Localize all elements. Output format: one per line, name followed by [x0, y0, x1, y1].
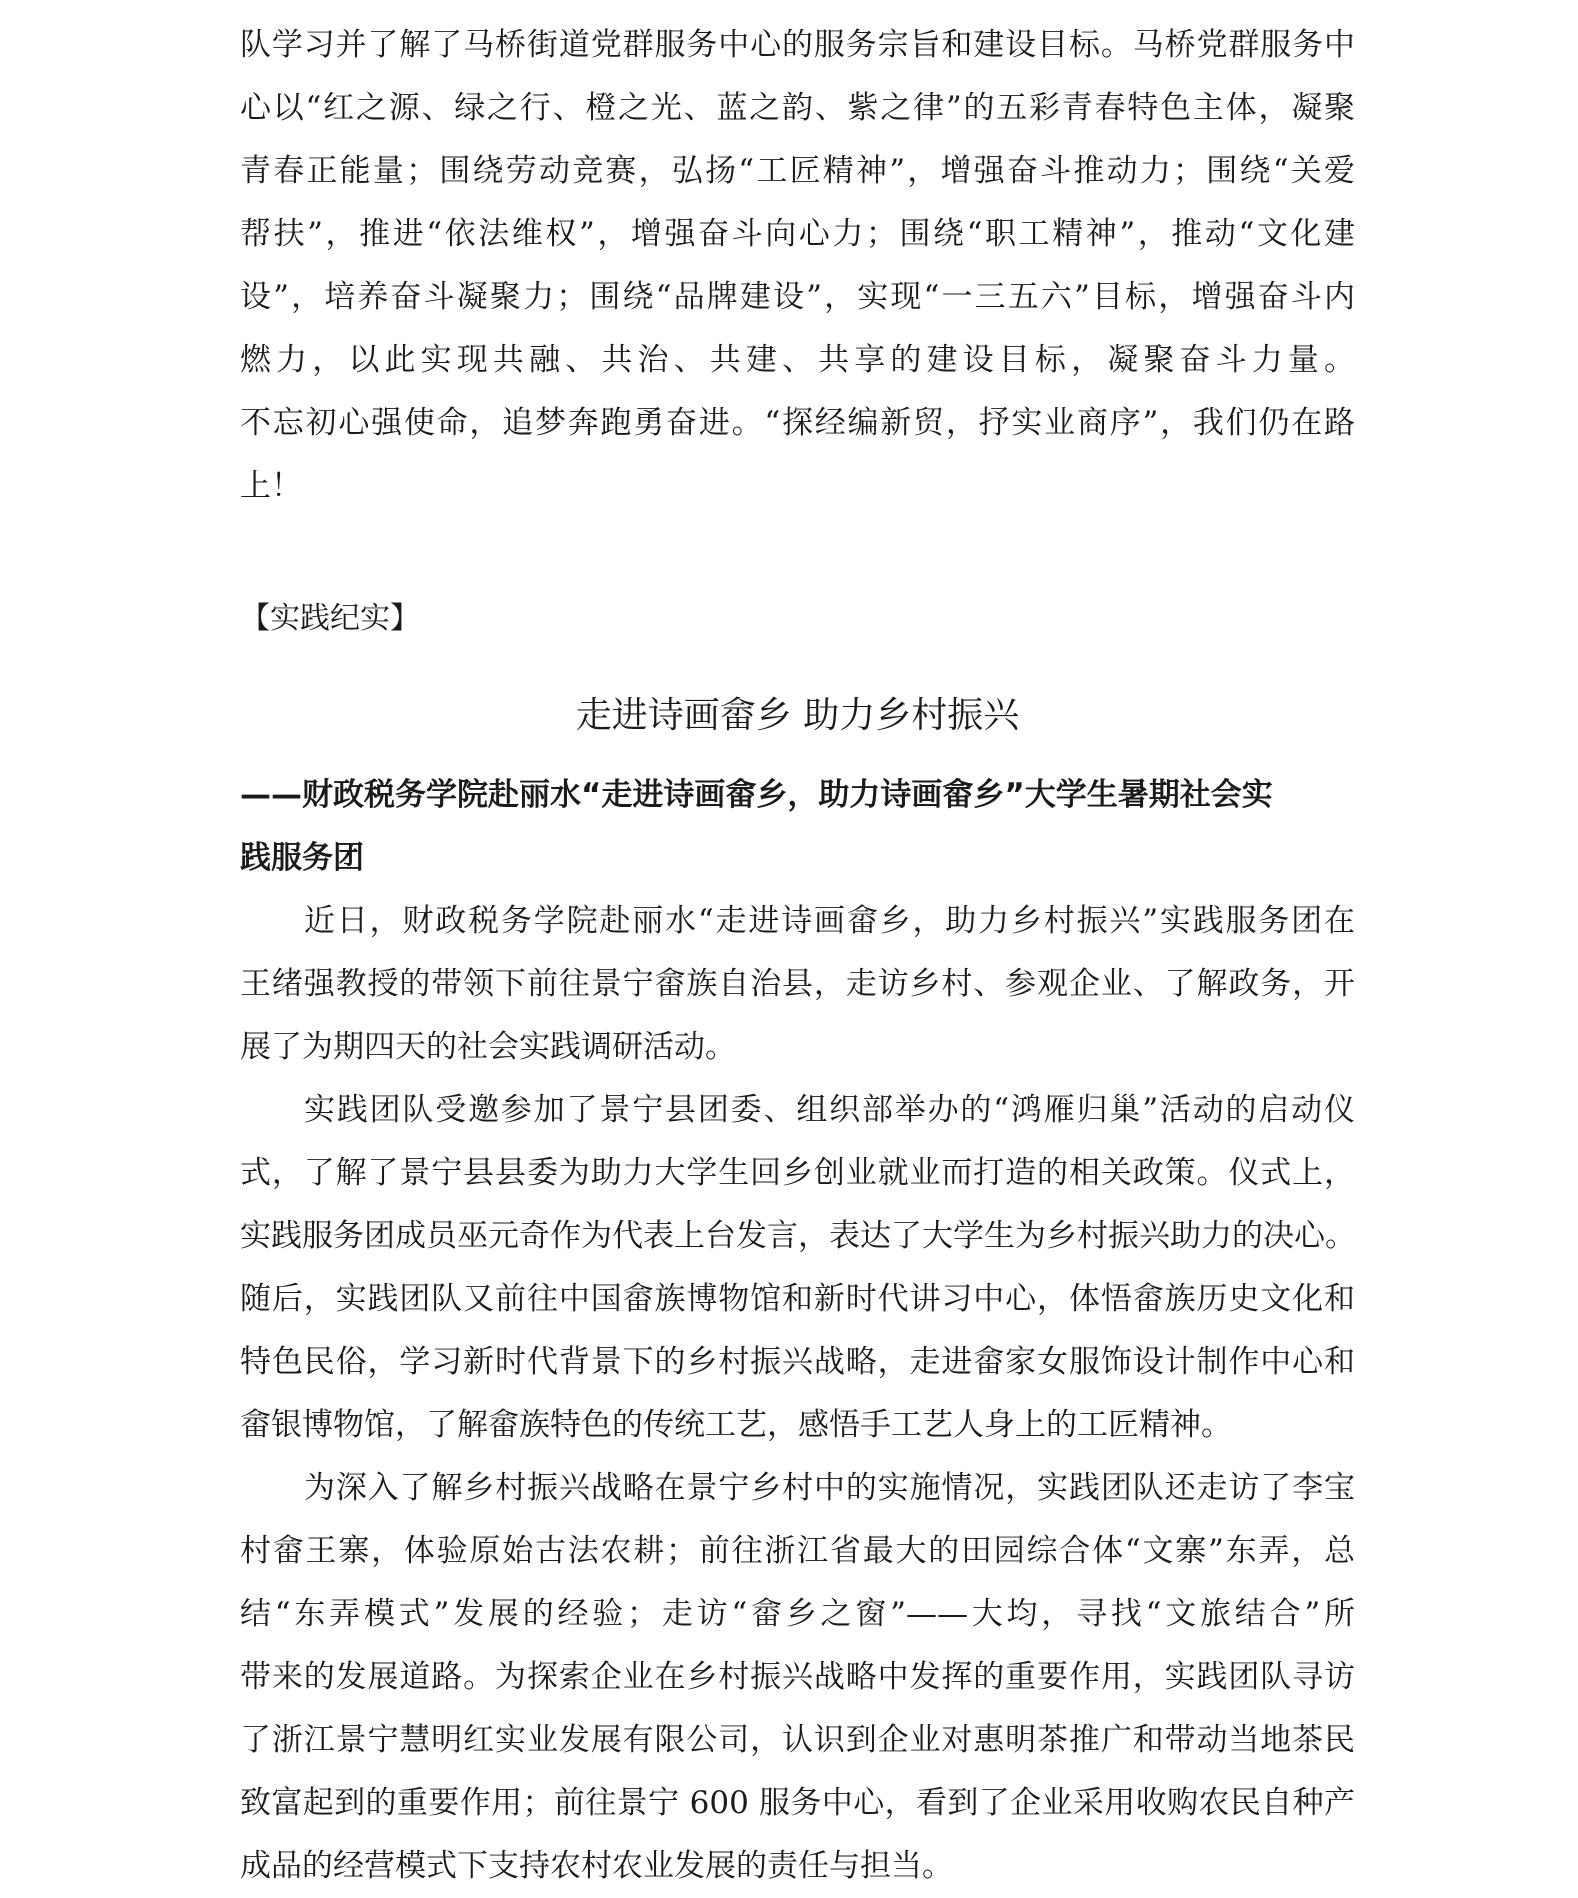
article-subtitle — [240, 764, 1355, 890]
text-line: 式，了解了景宁县县委为助力大学生回乡创业就业而打造的相关政策。仪式上， — [240, 1155, 1355, 1191]
subtitle-line: ——财政税务学院赴丽水“走进诗画畲乡，助力诗画畲乡”大学生暑期社会实 — [240, 777, 1273, 813]
text-line: 为深入了解乡村振兴战略在景宁乡村中的实施情况，实践团队还走访了李宝 — [304, 1470, 1355, 1506]
text-line: 燃力，以此实现共融、共治、共建、共享的建设目标，凝聚奋斗力量。 — [240, 342, 1355, 378]
text-line: 帮扶”，推进“依法维权”，增强奋斗向心力；围绕“职工精神”，推动“文化建 — [240, 216, 1355, 252]
text-line: 畲银博物馆，了解畲族特色的传统工艺，感悟手工艺人身上的工匠精神。 — [240, 1407, 1232, 1443]
text-line: 带来的发展道路。为探索企业在乡村振兴战略中发挥的重要作用，实践团队寻访 — [240, 1659, 1355, 1695]
text-line: 展了为期四天的社会实践调研活动。 — [240, 1029, 736, 1065]
article-title: 走进诗画畲乡 助力乡村振兴 — [575, 695, 1020, 736]
article-paragraph — [240, 1457, 1355, 1898]
subtitle-line: 践服务团 — [240, 840, 364, 876]
intro-paragraph — [240, 14, 1355, 518]
article-paragraph — [240, 1079, 1355, 1457]
article-paragraph — [240, 890, 1355, 1079]
text-line: 青春正能量；围绕劳动竞赛，弘扬“工匠精神”，增强奋斗推动力；围绕“关爱 — [240, 153, 1355, 189]
text-line: 设”，培养奋斗凝聚力；围绕“品牌建设”，实现“一三五六”目标，增强奋斗内 — [240, 279, 1355, 315]
text-line: 上！ — [240, 468, 302, 504]
text-line: 村畲王寨，体验原始古法农耕；前往浙江省最大的田园综合体“文寨”东弄，总 — [240, 1533, 1355, 1569]
text-line: 随后，实践团队又前往中国畲族博物馆和新时代讲习中心，体悟畲族历史文化和 — [240, 1281, 1355, 1317]
text-line: 王绪强教授的带领下前往景宁畲族自治县，走访乡村、参观企业、了解政务，开 — [240, 966, 1355, 1002]
text-line: 致富起到的重要作用；前往景宁 600 服务中心，看到了企业采用收购农民自种产 — [240, 1785, 1355, 1821]
text-line: 队学习并了解了马桥街道党群服务中心的服务宗旨和建设目标。马桥党群服务中 — [240, 27, 1355, 63]
text-line: 了浙江景宁慧明红实业发展有限公司，认识到企业对惠明茶推广和带动当地茶民 — [240, 1722, 1355, 1758]
text-line: 心以“红之源、绿之行、橙之光、蓝之韵、紫之律”的五彩青春特色主体，凝聚 — [240, 90, 1355, 126]
text-line: 近日，财政税务学院赴丽水“走进诗画畲乡，助力乡村振兴”实践服务团在 — [304, 903, 1355, 939]
section-tag: 【实践纪实】 — [240, 601, 420, 636]
text-line: 不忘初心强使命，追梦奔跑勇奋进。“探经编新贸，抒实业商序”，我们仍在路 — [240, 405, 1355, 441]
text-line: 成品的经营模式下支持农村农业发展的责任与担当。 — [240, 1848, 953, 1884]
document-page — [240, 14, 1355, 1898]
text-line: 实践服务团成员巫元奇作为代表上台发言，表达了大学生为乡村振兴助力的决心。 — [240, 1218, 1356, 1254]
text-line: 结“东弄模式”发展的经验；走访“畲乡之窗”——大均，寻找“文旅结合”所 — [240, 1596, 1355, 1632]
text-line: 特色民俗，学习新时代背景下的乡村振兴战略，走进畲家女服饰设计制作中心和 — [240, 1344, 1355, 1380]
text-line: 实践团队受邀参加了景宁县团委、组织部举办的“鸿雁归巢”活动的启动仪 — [304, 1092, 1355, 1128]
section-gap — [240, 518, 1355, 594]
